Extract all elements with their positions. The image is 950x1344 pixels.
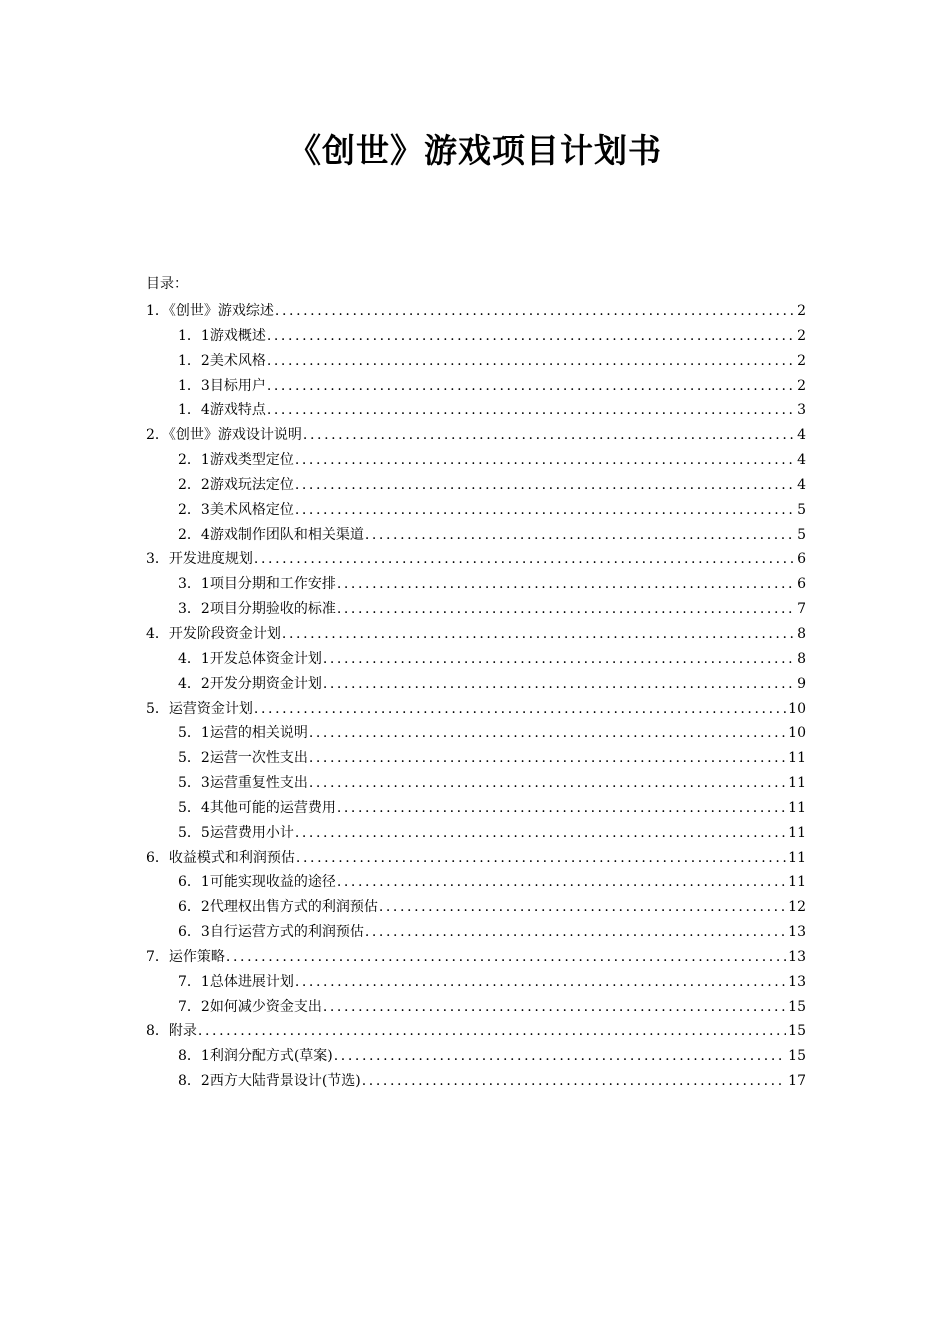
toc-entry-title: 5．1运营的相关说明 — [178, 725, 308, 742]
toc-leader-dots — [295, 498, 795, 523]
toc-entry[interactable] — [146, 547, 806, 572]
toc-leader-dots — [362, 1069, 786, 1094]
toc-entry[interactable] — [146, 299, 806, 324]
toc-entry-title: 7．2如何减少资金支出 — [178, 998, 322, 1015]
toc-entry-title: 3．开发进度规划 — [146, 551, 253, 568]
toc-page-number: 2 — [797, 377, 806, 394]
toc-entry[interactable] — [146, 349, 806, 374]
toc-entry[interactable] — [146, 1069, 806, 1094]
toc-entry[interactable] — [146, 398, 806, 423]
toc-entry[interactable] — [146, 523, 806, 548]
toc-entry[interactable] — [146, 746, 806, 771]
toc-leader-dots — [198, 1019, 786, 1044]
toc-page-number: 11 — [788, 874, 806, 891]
toc-entry[interactable] — [146, 1044, 806, 1069]
toc-leader-dots — [267, 324, 795, 349]
toc-entry[interactable] — [146, 970, 806, 995]
toc-entry[interactable] — [146, 597, 806, 622]
toc-leader-dots — [254, 697, 786, 722]
toc-entry-title: 3．1项目分期和工作安排 — [178, 576, 336, 593]
toc-leader-dots — [226, 945, 786, 970]
toc-page-number: 10 — [788, 700, 806, 717]
toc-page-number: 12 — [788, 899, 806, 916]
toc-entry-title: 6．2代理权出售方式的利润预估 — [178, 899, 378, 916]
toc-entry[interactable] — [146, 821, 806, 846]
toc-entry-title: 2．《创世》游戏设计说明 — [146, 427, 302, 444]
toc-entry-title: 1．1游戏概述 — [178, 327, 266, 344]
toc-leader-dots — [295, 970, 786, 995]
toc-entry[interactable] — [146, 448, 806, 473]
toc-entry[interactable] — [146, 498, 806, 523]
toc-leader-dots — [267, 398, 795, 423]
toc-leader-dots — [337, 870, 786, 895]
toc-entry-title: 3．2项目分期验收的标准 — [178, 601, 336, 618]
toc-page-number: 5 — [797, 526, 806, 543]
toc-entry-title: 1．《创世》游戏综述 — [146, 303, 274, 319]
toc-entry[interactable] — [146, 473, 806, 498]
toc-page-number: 15 — [788, 1048, 806, 1065]
toc-entry[interactable] — [146, 622, 806, 647]
toc-leader-dots — [337, 597, 795, 622]
toc-entry-title: 5．3运营重复性支出 — [178, 775, 308, 792]
toc-leader-dots — [267, 374, 795, 399]
toc-leader-dots — [275, 299, 795, 324]
toc-entry-title: 1．3目标用户 — [178, 377, 266, 394]
toc-entry-title: 6．收益模式和利润预估 — [146, 849, 295, 866]
toc-leader-dots — [309, 746, 786, 771]
toc-entry[interactable] — [146, 721, 806, 746]
toc-entry-title: 1．4游戏特点 — [178, 402, 266, 419]
toc-page-number: 11 — [788, 799, 806, 816]
document-title: 《创世》游戏项目计划书 — [288, 131, 662, 170]
toc-leader-dots — [323, 995, 786, 1020]
toc-entry[interactable] — [146, 1019, 806, 1044]
toc-entry[interactable] — [146, 870, 806, 895]
toc-entry-title: 7．运作策略 — [146, 948, 225, 965]
toc-page-number: 11 — [788, 824, 806, 841]
table-of-contents — [146, 299, 806, 1094]
toc-leader-dots — [295, 448, 795, 473]
toc-entry-title: 5．4其他可能的运营费用 — [178, 799, 336, 816]
toc-heading: 目录： — [146, 276, 188, 292]
toc-entry[interactable] — [146, 846, 806, 871]
toc-page-number: 11 — [788, 750, 806, 767]
toc-leader-dots — [323, 647, 795, 672]
toc-entry[interactable] — [146, 324, 806, 349]
toc-entry[interactable] — [146, 771, 806, 796]
toc-entry[interactable] — [146, 672, 806, 697]
toc-page-number: 13 — [788, 973, 806, 990]
toc-leader-dots — [323, 672, 795, 697]
toc-page-number: 9 — [797, 675, 806, 692]
toc-entry[interactable] — [146, 796, 806, 821]
toc-page-number: 6 — [797, 551, 806, 568]
toc-entry-title: 2．3美术风格定位 — [178, 501, 294, 518]
toc-entry-title: 4．开发阶段资金计划 — [146, 625, 281, 642]
toc-entry-title: 2．2游戏玩法定位 — [178, 476, 294, 493]
toc-entry-title: 2．4游戏制作团队和相关渠道 — [178, 526, 364, 543]
toc-entry-title: 5．5运营费用小计 — [178, 824, 294, 841]
toc-leader-dots — [379, 895, 786, 920]
toc-entry-title: 7．1总体进展计划 — [178, 973, 294, 990]
toc-entry-title: 4．1开发总体资金计划 — [178, 650, 322, 667]
toc-entry-title: 5．2运营一次性支出 — [178, 750, 308, 767]
toc-entry-title: 1．2美术风格 — [178, 352, 266, 369]
toc-page-number: 4 — [797, 476, 806, 493]
toc-leader-dots — [309, 771, 786, 796]
toc-entry[interactable] — [146, 697, 806, 722]
toc-entry-title: 5．运营资金计划 — [146, 700, 253, 717]
toc-leader-dots — [337, 796, 786, 821]
toc-page-number: 17 — [788, 1073, 806, 1090]
toc-entry[interactable] — [146, 945, 806, 970]
toc-entry-title: 8．2西方大陆背景设计(节选) — [178, 1073, 361, 1090]
toc-leader-dots — [334, 1044, 786, 1069]
toc-leader-dots — [365, 523, 795, 548]
toc-entry[interactable] — [146, 995, 806, 1020]
toc-page-number: 2 — [797, 352, 806, 369]
toc-leader-dots — [303, 423, 795, 448]
toc-leader-dots — [309, 721, 786, 746]
toc-page-number: 11 — [788, 775, 806, 792]
toc-leader-dots — [254, 547, 795, 572]
toc-page-number: 2 — [797, 327, 806, 344]
toc-page-number: 10 — [788, 725, 806, 742]
toc-leader-dots — [365, 920, 786, 945]
toc-entry[interactable] — [146, 423, 806, 448]
toc-page-number: 5 — [797, 501, 806, 518]
toc-page-number: 13 — [788, 948, 806, 965]
toc-entry-title: 2．1游戏类型定位 — [178, 452, 294, 469]
toc-page-number: 4 — [797, 427, 806, 444]
toc-page-number: 15 — [788, 998, 806, 1015]
toc-page-number: 6 — [797, 576, 806, 593]
toc-page-number: 8 — [797, 625, 806, 642]
toc-leader-dots — [267, 349, 795, 374]
toc-entry[interactable] — [146, 647, 806, 672]
toc-leader-dots — [295, 821, 786, 846]
toc-leader-dots — [282, 622, 795, 647]
toc-entry[interactable] — [146, 374, 806, 399]
toc-page-number: 3 — [797, 402, 806, 419]
toc-entry-title: 8．附录 — [146, 1023, 197, 1040]
toc-page-number: 4 — [797, 452, 806, 469]
toc-entry-title: 8．1利润分配方式(草案) — [178, 1048, 333, 1065]
toc-leader-dots — [296, 846, 786, 871]
toc-entry-title: 6．3自行运营方式的利润预估 — [178, 924, 364, 941]
toc-entry-title: 6．1可能实现收益的途径 — [178, 874, 336, 891]
toc-leader-dots — [337, 572, 795, 597]
toc-page-number: 13 — [788, 924, 806, 941]
toc-page-number: 15 — [788, 1023, 806, 1040]
toc-entry[interactable] — [146, 920, 806, 945]
toc-entry-title: 4．2开发分期资金计划 — [178, 675, 322, 692]
toc-page-number: 8 — [797, 650, 806, 667]
toc-page-number: 7 — [797, 601, 806, 618]
toc-page-number: 2 — [797, 303, 806, 319]
toc-page-number: 11 — [788, 849, 806, 866]
toc-entry[interactable] — [146, 895, 806, 920]
toc-entry[interactable] — [146, 572, 806, 597]
toc-leader-dots — [295, 473, 795, 498]
